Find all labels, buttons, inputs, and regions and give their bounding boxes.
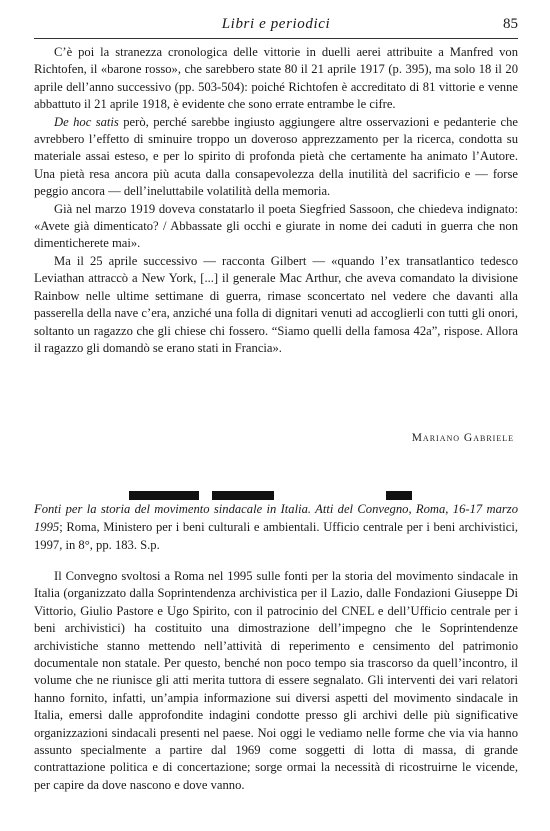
header-rule: [34, 38, 518, 39]
citation-details: ; Roma, Ministero per i beni culturali e ambientali. Ufficio centrale per i beni archivistici, 1997, in 8°, pp. 183. S.p.: [34, 520, 518, 552]
paragraph-2-text: però, perché sarebbe ingiusto aggiungere altre osservazioni e pedanterie che avrebbero l’effetto di sminuire troppo un doveroso apprezzamento per la ricerca, condotta su materiale assai esteso, e per lo spirito di profonda pietà che certamente ha animato l’Autore. Una pietà resa ancora più acuta dalla consapevolezza della inutilità del sacrificio e — forse peggio ancora — dell’ineluttabile volatilità della memoria.: [34, 114, 518, 199]
paragraph-4: Ma il 25 aprile successivo — racconta Gilbert — «quando l’ex transatlantico tedesco Leviathan attraccò a New York, [...] il generale Mac Arthur, che aveva comandato la divisione Rainbow nelle ultime settimane di guerra, rimase sconcertato nel vedere che davanti alla passerella della nave c’era, anziché una folla di dignitari venuti ad accoglierli con tutti gli onori, soltanto un ragazzo che gli chiese chi fossero. “Siamo quelli della famosa 42a”, rispose. Allora il ragazzo gli domandò se erano stati in Francia».: [34, 253, 518, 355]
page-header: [34, 16, 518, 38]
paragraph-3: Già nel marzo 1919 doveva constatarlo il poeta Siegfried Sassoon, che chiedeva indignato: «Avete già dimenticato? / Abbassate gli occhi e giurate in nome dei caduti in guerra che non dimenticherete mai».: [34, 201, 518, 251]
review-body: [34, 568, 518, 794]
redaction-mark: [386, 491, 412, 500]
article-body: [34, 44, 518, 357]
running-title: Libri e periodici: [221, 16, 331, 32]
citation-title: Fonti per la storia del movimento sindacale in Italia. Atti del Convegno, Roma, 16-17 marzo 1995: [34, 502, 518, 534]
article-author: Mariano Gabriele: [411, 432, 514, 444]
redaction-mark: [129, 491, 199, 500]
redaction-mark: [212, 491, 274, 500]
paragraph-1: C’è poi la stranezza cronologica delle vittorie in duelli aerei attribuite a Manfred von Richtofen, il «barone rosso», che sarebbero state 80 il 21 aprile 1917 (p. 395), ma solo 18 il 20 aprile dell’anno successivo (pp. 503-504): poiché Richtofen è accreditato di 81 vittorie e venne abbattuto il 21 aprile 1918, è evidente che sono errate entrambe le cifre.: [34, 45, 518, 112]
latin-phrase: De hoc satis: [54, 114, 119, 129]
paragraph-2: [34, 114, 518, 201]
review-paragraph: Il Convegno svoltosi a Roma nel 1995 sulle fonti per la storia del movimento sindacale in Italia (organizzato dalla Soprintendenza archivistica per il Lazio, dalle Fondazioni Giuseppe Di Vittorio, Giulio Pastore e Ugo Spirito, con il patrocinio del CNEL e dell’Ufficio centrale per i beni archivistici) ha costituito una dimostrazione dell’impegno che le Soprintendenze archivistiche stanno mettendo nell’attività di reperimento e censimento del patrimonio documentale non statale. Per questo, benché non poco tempo sia trascorso da quell’incontro, il volume che ne riunisce gli atti merita tuttora di essere segnalato. Gli interventi dei vari relatori hanno fornito, infatti, un’ampia informazione sui diversi aspetti del movimento sindacale in Italia, emersi dalle approfondite indagini condotte presso gli archivi delle più significative organizzazioni sindacali presenti nel paese. Noi oggi le vediamo nelle forme che via via hanno assunto specialmente a partire dal 1969 come soggetti di lotta di massa, di grande contrattazione politica e di concertazione; sorge ormai la necessità di ricostruirne le vicende, per capire da dove nascono e dove vanno.: [34, 569, 518, 792]
book-citation: [34, 500, 518, 554]
page-number: 85: [503, 16, 518, 32]
